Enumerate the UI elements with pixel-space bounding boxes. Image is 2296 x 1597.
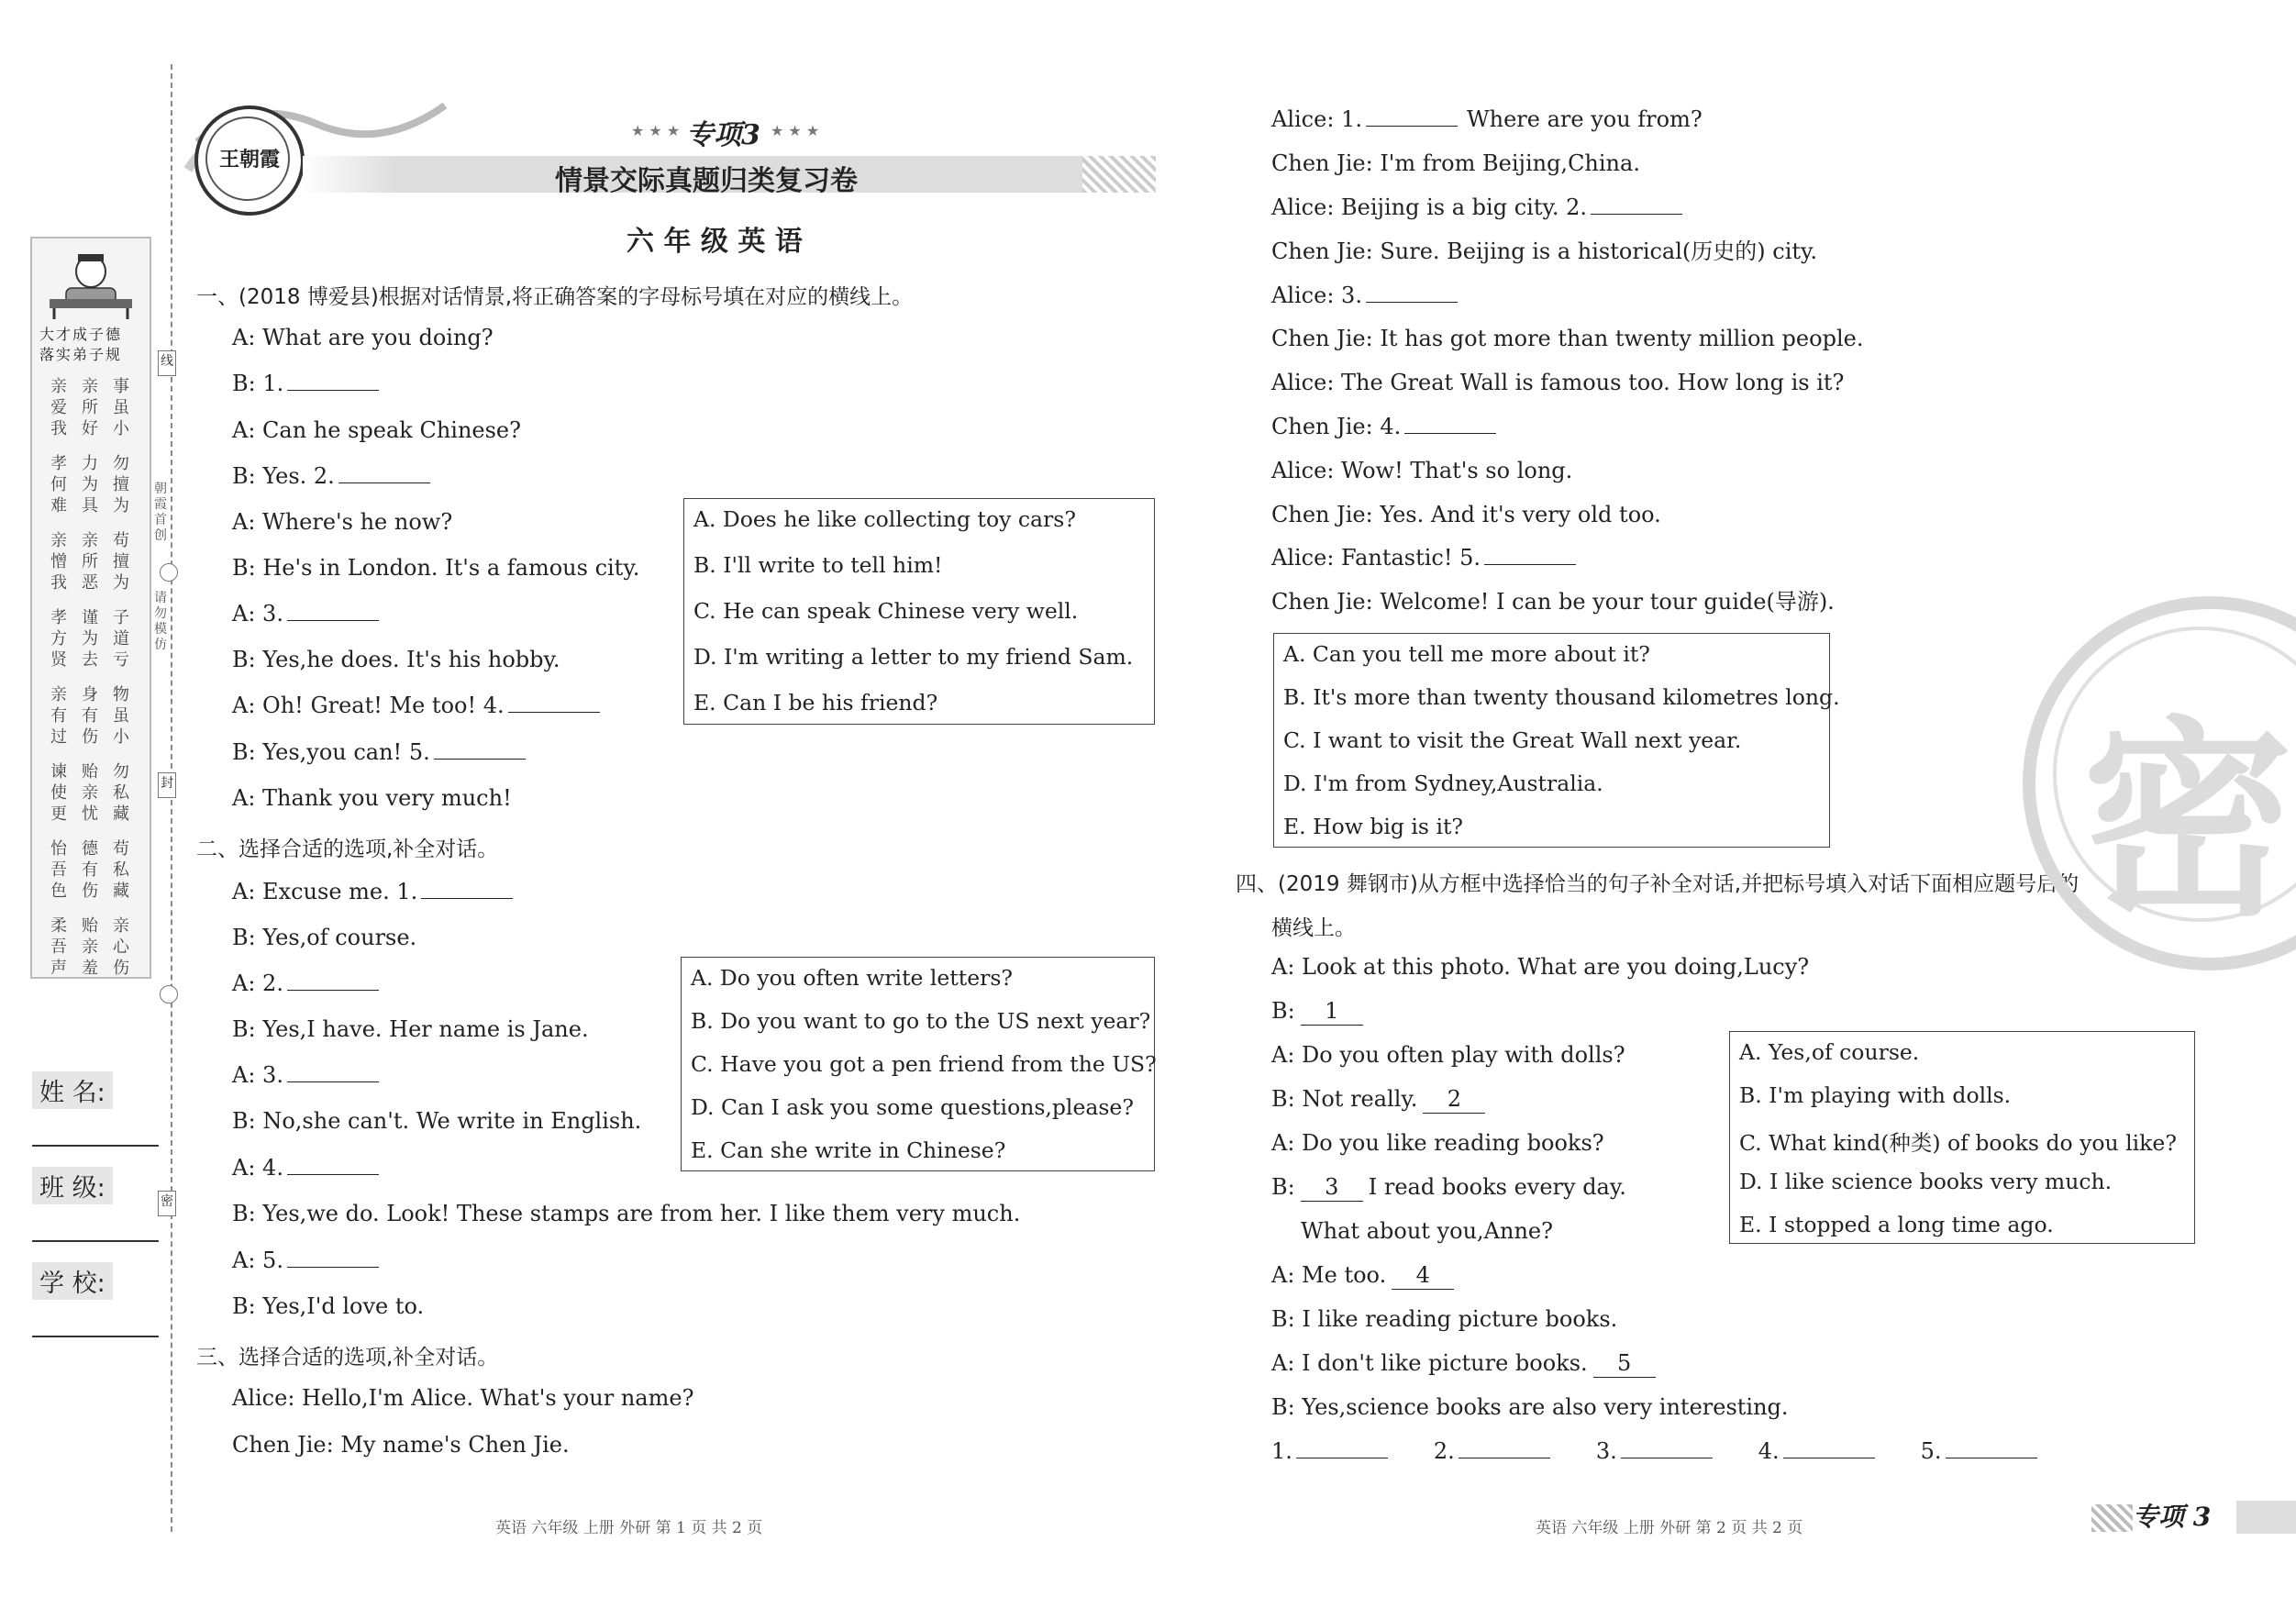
- rule-column: 亲憎我: [50, 531, 67, 593]
- section4-options-box: [1729, 1031, 2195, 1244]
- answer-blank[interactable]: [434, 740, 526, 760]
- s3-line: Alice: Wow! That's so long.: [1271, 458, 1573, 483]
- s1-line: A: Thank you very much!: [232, 785, 512, 811]
- s1-line: A: Where's he now?: [232, 509, 453, 535]
- s1-line: A: Can he speak Chinese?: [232, 417, 521, 443]
- binding-mark-circle: [160, 563, 178, 582]
- s3-line: Alice: Fantastic! 5.: [1271, 545, 1576, 571]
- s4-line-4: B: Not really. 2: [1271, 1086, 1491, 1114]
- answer-label: 4.: [1758, 1438, 1780, 1464]
- s4-line-9: B: I like reading picture books.: [1271, 1306, 1618, 1332]
- s1-line: B: Yes. 2.: [232, 463, 430, 490]
- rule-column: 德有伤: [82, 839, 98, 901]
- option-item: A. Does he like collecting toy cars?: [693, 506, 1076, 532]
- answer-3: 3: [1301, 1174, 1363, 1202]
- s2-line: A: 2.: [232, 970, 379, 997]
- binding-mark-no-copy: 请勿模仿: [154, 591, 167, 652]
- option-item: C. Have you got a pen friend from the US?: [691, 1051, 1157, 1077]
- binding-mark-original: 朝霞首创: [154, 482, 167, 543]
- class-label: 班 级:: [32, 1167, 113, 1204]
- s1-line: A: What are you doing?: [232, 325, 494, 350]
- answer-label: 2.: [1433, 1438, 1455, 1464]
- s2-line: B: Yes,we do. Look! These stamps are from her. I like them very much.: [232, 1201, 1021, 1226]
- answer-blank[interactable]: [1366, 283, 1458, 303]
- scholar-figure-icon: [40, 246, 141, 319]
- s2-line: A: 5.: [232, 1248, 379, 1274]
- s3-line: Alice: The Great Wall is famous too. How long is it?: [1271, 370, 1845, 395]
- section4-answer-row: [1271, 1438, 2083, 1465]
- rule-column: 事虽小: [113, 377, 129, 438]
- option-item: B. It's more than twenty thousand kilometres long.: [1283, 684, 1840, 710]
- secret-watermark-glyph: 密: [2082, 700, 2294, 945]
- binding-mark-line: 线: [158, 350, 176, 376]
- section4-heading-2: 横线上。: [1271, 916, 1356, 940]
- s3-line: Chen Jie: Welcome! I can be your tour guide(导游).: [1271, 589, 1835, 615]
- rule-column: 物虽小: [113, 685, 129, 747]
- answer-blank[interactable]: [287, 971, 379, 991]
- s1-line: B: He's in London. It's a famous city.: [232, 555, 640, 581]
- binding-mark-seal: 封: [158, 772, 176, 798]
- s4-line-11: B: Yes,science books are also very interesting.: [1271, 1394, 1789, 1420]
- s3-line: Alice: Beijing is a big city. 2.: [1271, 194, 1682, 221]
- badge-stars-right: ★ ★ ★: [771, 122, 820, 139]
- binding-dashed-line: [171, 64, 172, 1532]
- s2-line: B: Yes,I have. Her name is Jane.: [232, 1016, 589, 1042]
- section1-heading: 一、(2018 博爱县)根据对话情景,将正确答案的字母标号填在对应的横线上。: [196, 285, 914, 309]
- s4-line-3: A: Do you often play with dolls?: [1271, 1042, 1625, 1068]
- answer-4: 4: [1392, 1262, 1454, 1290]
- page-title: 情景交际真题归类复习卷: [555, 165, 858, 197]
- section2-options-box: [681, 957, 1155, 1171]
- rule-column: 柔吾声: [50, 916, 67, 978]
- option-item: B. Do you want to go to the US next year?: [691, 1008, 1151, 1034]
- rule-column: 苟私藏: [113, 839, 129, 901]
- option-item: A. Can you tell me more about it?: [1283, 641, 1650, 667]
- sidebar-motto-panel: [30, 237, 151, 979]
- rule-column: 子道亏: [113, 608, 129, 670]
- section3-options-box: [1273, 633, 1840, 848]
- brand-logo: [194, 105, 305, 216]
- rule-column: 亲爱我: [50, 377, 67, 438]
- s3-line: Chen Jie: It has got more than twenty million people.: [1271, 326, 1864, 351]
- option-item: E. I stopped a long time ago.: [1739, 1212, 2054, 1237]
- s3-line: Chen Jie: Sure. Beijing is a historical(历史的) city.: [1271, 238, 1818, 264]
- s2-line: B: Yes,of course.: [232, 925, 417, 950]
- header-checker-icon: [1082, 156, 1156, 193]
- rule-column: 勿私藏: [113, 762, 129, 824]
- s2-line: A: 4.: [232, 1155, 379, 1181]
- rule-column: 力为具: [82, 454, 98, 516]
- s2-line: A: 3.: [232, 1062, 379, 1089]
- binding-mark-secret: 密: [158, 1191, 176, 1216]
- corner-badge: 专项 3: [2133, 1502, 2212, 1532]
- answer-blank[interactable]: [287, 1063, 379, 1082]
- answer-blank[interactable]: [421, 880, 513, 899]
- s1-line: B: Yes,you can! 5.: [232, 739, 526, 766]
- s1-line: B: Yes,he does. It's his hobby.: [232, 647, 560, 672]
- badge-stars-left: ★ ★ ★: [631, 122, 681, 139]
- s2-line: B: No,she can't. We write in English.: [232, 1108, 642, 1134]
- s4-line-1: A: Look at this photo. What are you doing,Lucy?: [1271, 954, 1810, 980]
- section4-heading-1: 四、(2019 舞钢市)从方框中选择恰当的句子补全对话,并把标号填入对话下面相应题号后的: [1236, 872, 2080, 896]
- answer-blank[interactable]: [1459, 1439, 1550, 1458]
- section1-options-box: [683, 498, 1155, 725]
- s3-line: Chen Jie: 4.: [1271, 414, 1496, 440]
- corner-bar: [2236, 1501, 2296, 1534]
- option-item: C. I want to visit the Great Wall next year.: [1283, 727, 1742, 753]
- page-subtitle: 六 年 级 英 语: [627, 226, 803, 258]
- school-label: 学 校:: [32, 1262, 113, 1300]
- option-item: B. I'll write to tell him!: [693, 552, 943, 578]
- topic-badge: 专项3: [686, 119, 760, 151]
- name-label: 姓 名:: [32, 1071, 113, 1109]
- option-item: A. Do you often write letters?: [691, 965, 1013, 991]
- option-item: E. Can she write in Chinese?: [691, 1137, 1006, 1163]
- option-item: A. Yes,of course.: [1739, 1039, 1920, 1065]
- s4-line-2: B: 1: [1271, 998, 1369, 1026]
- option-item: D. I'm writing a letter to my friend Sam.: [693, 644, 1134, 670]
- corner-checker-icon: [2091, 1504, 2133, 1532]
- s3-left-line-1: Alice: Hello,I'm Alice. What's your name?: [232, 1385, 694, 1411]
- s3-line: Chen Jie: I'm from Beijing,China.: [1271, 150, 1640, 176]
- answer-blank[interactable]: [1783, 1439, 1875, 1458]
- option-item: B. I'm playing with dolls.: [1739, 1082, 2012, 1108]
- answer-blank[interactable]: [1366, 107, 1458, 127]
- s3-line: Chen Jie: Yes. And it's very old too.: [1271, 502, 1661, 527]
- answer-blank[interactable]: [1484, 546, 1576, 565]
- answer-1: 1: [1301, 998, 1363, 1026]
- footer-page-2: 英语 六年级 上册 外研 第 2 页 共 2 页: [1536, 1519, 1803, 1537]
- section3-heading: 三、选择合适的选项,补全对话。: [196, 1346, 499, 1370]
- option-item: C. He can speak Chinese very well.: [693, 598, 1079, 624]
- answer-blank[interactable]: [287, 602, 379, 621]
- answer-blank[interactable]: [1621, 1439, 1713, 1458]
- name-field[interactable]: [32, 1145, 159, 1147]
- option-item: E. How big is it?: [1283, 814, 1463, 839]
- answer-label: 3.: [1595, 1438, 1617, 1464]
- rule-column: 亲所恶: [82, 531, 98, 593]
- rule-column: 怡吾色: [50, 839, 67, 901]
- s3-line: Alice: 1. Where are you from?: [1271, 106, 1703, 132]
- s4-line-10: A: I don't like picture books. 5: [1271, 1350, 1661, 1378]
- answer-blank[interactable]: [1591, 195, 1682, 215]
- rule-column: 身有伤: [82, 685, 98, 747]
- answer-5: 5: [1593, 1350, 1656, 1378]
- s2-line: A: Excuse me. 1.: [232, 879, 513, 905]
- answer-blank[interactable]: [287, 1248, 379, 1268]
- rule-column: 亲所好: [82, 377, 98, 438]
- rule-column: 谏使更: [50, 762, 67, 824]
- rule-column: 谨为去: [82, 608, 98, 670]
- s3-line: Alice: 3.: [1271, 283, 1458, 309]
- option-item: D. I'm from Sydney,Australia.: [1283, 771, 1603, 796]
- rule-column: 亲有过: [50, 685, 67, 747]
- brand-logo-text: 王朝霞: [218, 148, 280, 172]
- answer-blank[interactable]: [1296, 1439, 1388, 1458]
- answer-blank[interactable]: [338, 464, 430, 483]
- rule-column: 苟擅为: [113, 531, 129, 593]
- s1-line: A: Oh! Great! Me too! 4.: [232, 693, 600, 719]
- s4-line-7: What about you,Anne?: [1301, 1218, 1553, 1244]
- option-item: D. I like science books very much.: [1739, 1169, 2113, 1194]
- rule-column: 孝何难: [50, 454, 67, 516]
- binding-mark-circle-2: [160, 985, 178, 1004]
- option-item: D. Can I ask you some questions,please?: [691, 1094, 1134, 1120]
- answer-blank[interactable]: [1946, 1439, 2037, 1458]
- rule-column: 亲心伤: [113, 916, 129, 978]
- s2-line: B: Yes,I'd love to.: [232, 1293, 425, 1319]
- s3-left-line-2: Chen Jie: My name's Chen Jie.: [232, 1432, 570, 1458]
- s4-line-6: B: 3 I read books every day.: [1271, 1174, 1626, 1200]
- s1-line: A: 3.: [232, 601, 379, 627]
- s4-line-5: A: Do you like reading books?: [1271, 1130, 1604, 1156]
- rule-column: 贻亲忧: [82, 762, 98, 824]
- s1-line: B: 1.: [232, 371, 379, 397]
- rule-column: 贻亲羞: [82, 916, 98, 978]
- s4-line-8: A: Me too. 4: [1271, 1262, 1459, 1290]
- motto-line-1: 大才成子德: [39, 326, 123, 343]
- footer-page-1: 英语 六年级 上册 外研 第 1 页 共 2 页: [495, 1519, 763, 1537]
- answer-blank[interactable]: [508, 693, 600, 713]
- rule-column: 勿擅为: [113, 454, 129, 516]
- rule-column: 孝方贤: [50, 608, 67, 670]
- school-field[interactable]: [32, 1336, 159, 1337]
- answer-blank[interactable]: [287, 1156, 379, 1175]
- answer-blank[interactable]: [287, 372, 379, 391]
- answer-blank[interactable]: [1404, 415, 1496, 434]
- option-item: C. What kind(种类) of books do you like?: [1739, 1130, 2177, 1156]
- option-item: E. Can I be his friend?: [693, 690, 938, 715]
- answer-label: 5.: [1920, 1438, 1942, 1464]
- section2-heading: 二、选择合适的选项,补全对话。: [196, 837, 499, 861]
- answer-label: 1.: [1271, 1438, 1292, 1464]
- answer-2: 2: [1423, 1086, 1485, 1114]
- motto-line-2: 落实弟子规: [39, 346, 123, 363]
- class-field[interactable]: [32, 1240, 159, 1242]
